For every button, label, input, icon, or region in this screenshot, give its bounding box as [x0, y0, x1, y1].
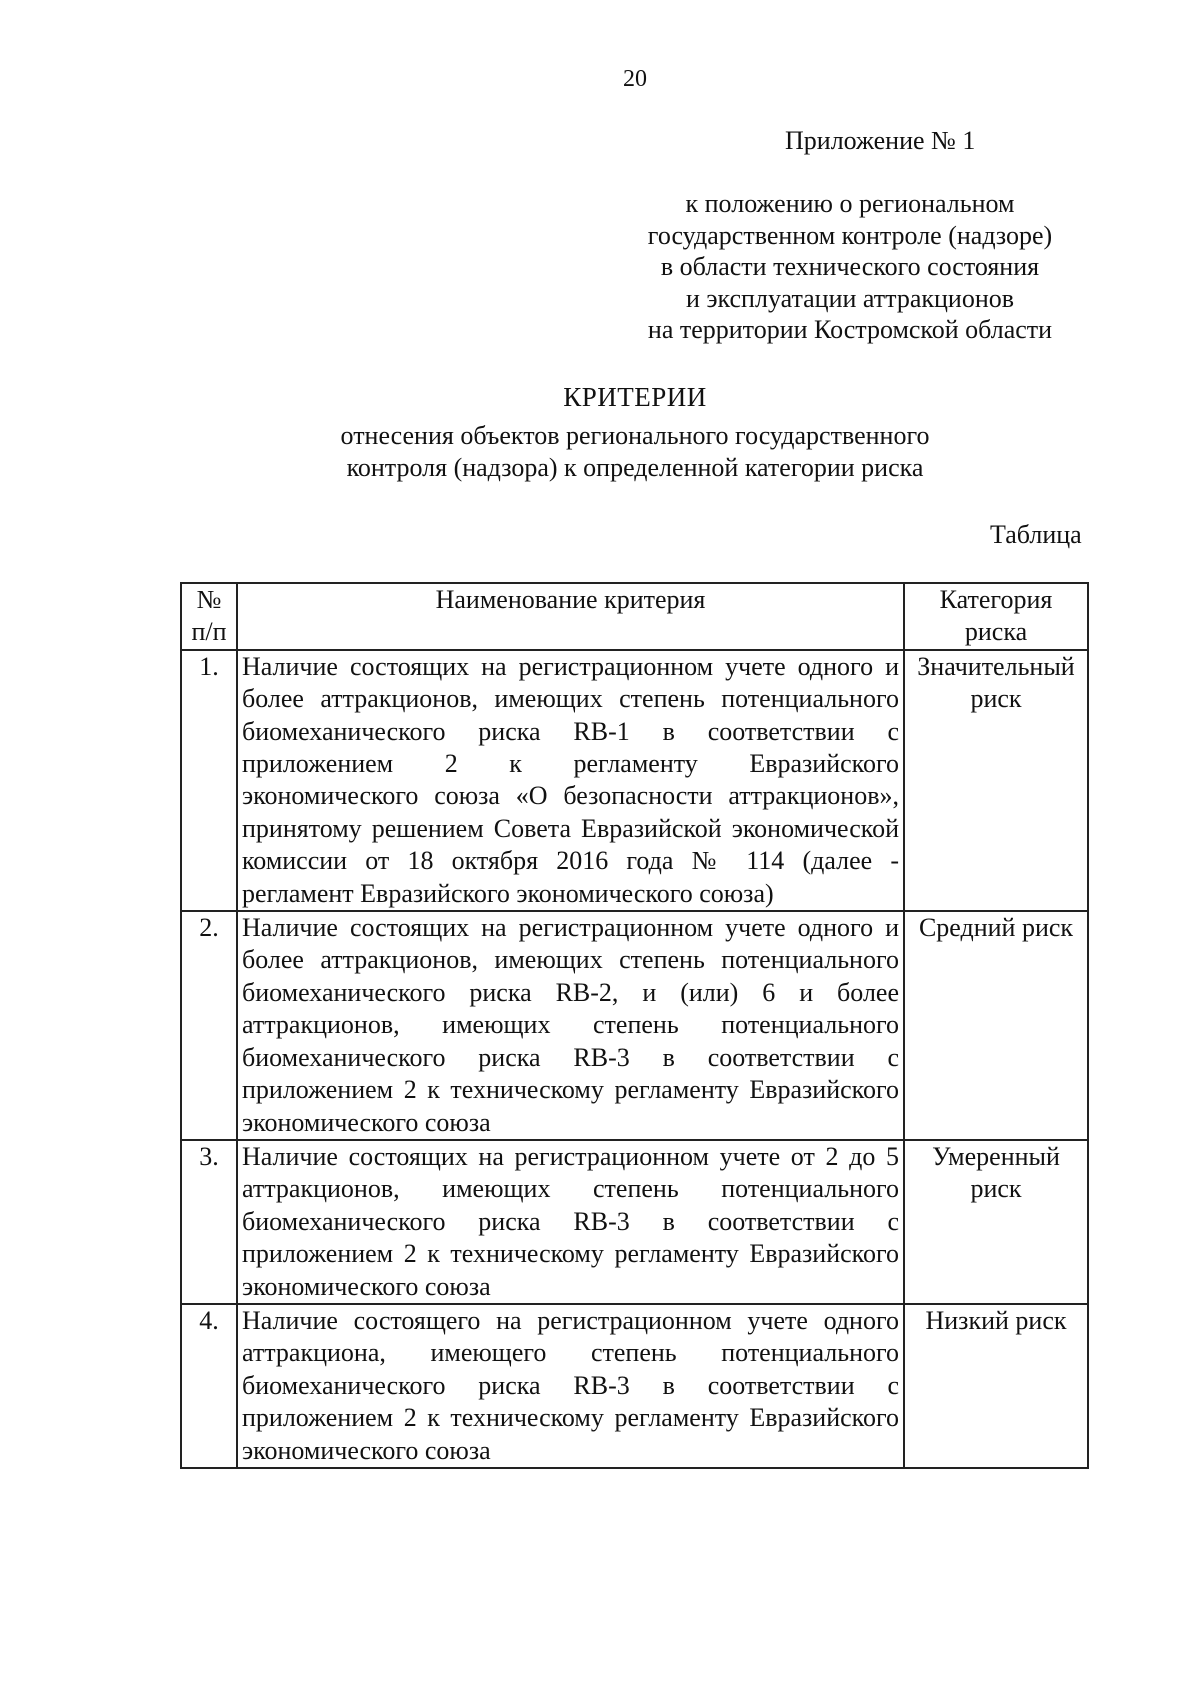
- document-title: КРИТЕРИИ: [563, 382, 707, 412]
- appendix-subtitle-line: к положению о региональном: [685, 189, 1015, 218]
- appendix-subtitle-line: государственном контроле (надзоре): [647, 220, 1053, 250]
- row-number: 4.: [181, 1304, 237, 1468]
- row-number: 2.: [181, 911, 237, 1140]
- row-number: 3.: [181, 1140, 237, 1304]
- document-subtitle-line: контроля (надзора) к определенной категории риска: [346, 452, 924, 482]
- row-category: Низкий риск: [904, 1304, 1088, 1468]
- row-criterion: Наличие состоящих на регистрационном учете одного и более аттракционов, имеющих степень потенциального биомеханического риска RB-2, и (или) 6 и более аттракционов, имеющих степень потенциального биомеханического риска RB-3 в соответствии с приложением 2 к техническому регламенту Евразийского экономического союза: [237, 911, 904, 1140]
- appendix-subtitle-line: и эксплуатации аттракционов: [685, 283, 1015, 313]
- header-name: Наименование критерия: [237, 583, 904, 650]
- table-row: [181, 911, 1088, 1140]
- table-row: [181, 1304, 1088, 1468]
- appendix-subtitle: [620, 188, 1080, 346]
- header-category: Категория риска: [904, 583, 1088, 650]
- table-header-row: [181, 583, 1088, 650]
- table-caption: Таблица: [990, 520, 1082, 549]
- row-criterion: Наличие состоящего на регистрационном учете одного аттракциона, имеющего степень потенциального биомеханического риска RB-3 в соответствии с приложением 2 к техническому регламенту Евразийского экономического союза: [237, 1304, 904, 1468]
- appendix-title: Приложение № 1: [785, 126, 976, 155]
- document-subtitle: [0, 420, 1200, 483]
- criteria-table: [180, 582, 1089, 1469]
- appendix-subtitle-line: в области технического состояния: [660, 252, 1040, 281]
- row-criterion: Наличие состоящих на регистрационном учете от 2 до 5 аттракционов, имеющих степень потенциального биомеханического риска RB-3 в соответствии с приложением 2 к техническому регламенту Евразийского экономического союза: [237, 1140, 904, 1304]
- appendix-subtitle-line: на территории Костромской области: [647, 315, 1053, 344]
- row-criterion: Наличие состоящих на регистрационном учете одного и более аттракционов, имеющих степень потенциального биомеханического риска RB-1 в соответствии с приложением 2 к регламенту Евразийского экономического союза «О безопасности аттракционов», принятому решением Совета Евразийской экономической комиссии от 18 октября 2016 года № 114 (далее - регламент Евразийского экономического союза): [237, 650, 904, 911]
- table-row: [181, 650, 1088, 911]
- row-category: Средний риск: [904, 911, 1088, 1140]
- row-number: 1.: [181, 650, 237, 911]
- table-row: [181, 1140, 1088, 1304]
- row-category: Умеренный риск: [904, 1140, 1088, 1304]
- page-number: 20: [623, 66, 647, 92]
- row-category: Значительный риск: [904, 650, 1088, 911]
- header-number: № п/п: [181, 583, 237, 650]
- document-subtitle-line: отнесения объектов регионального государственного: [340, 421, 930, 450]
